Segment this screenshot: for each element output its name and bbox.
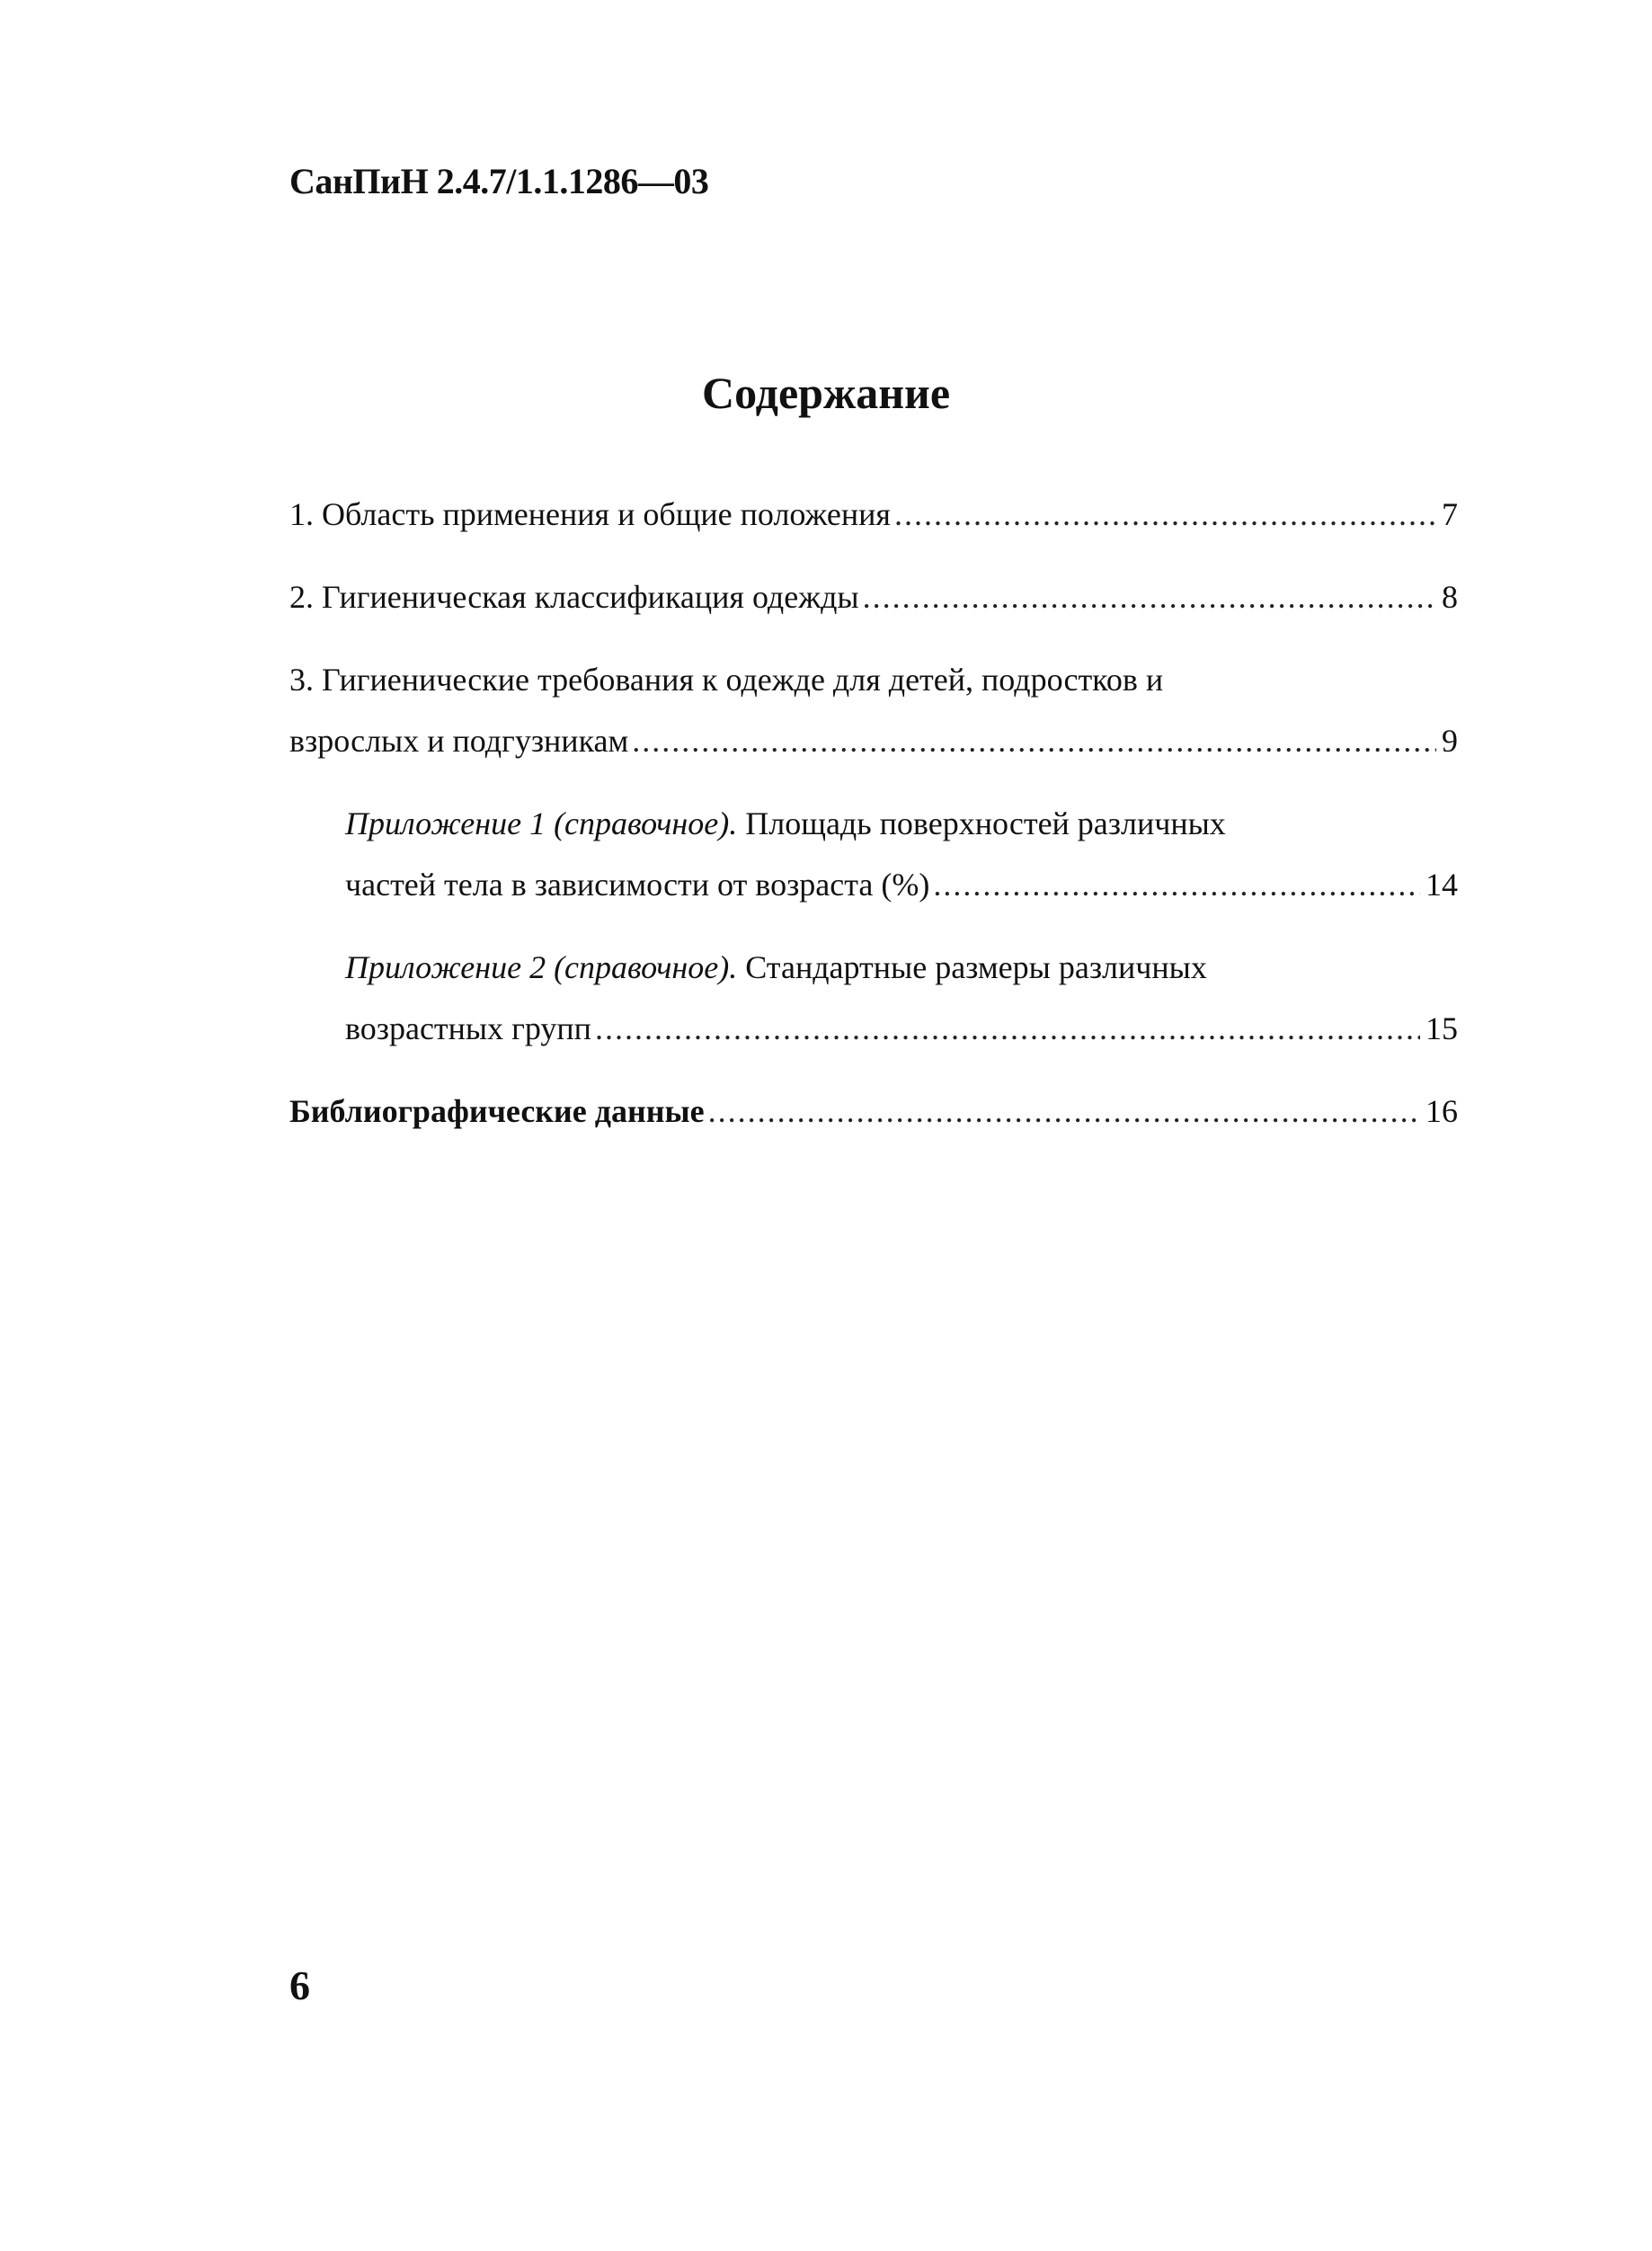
dot-leader bbox=[708, 1090, 1420, 1133]
toc-appendix-1-line-1[interactable] bbox=[345, 802, 1226, 845]
toc-appendix-2-line-1[interactable] bbox=[345, 946, 1207, 989]
appendix-label: Приложение 1 (справочное). bbox=[345, 805, 738, 841]
toc-page-number: 15 bbox=[1426, 1010, 1458, 1046]
toc-entry-1[interactable] bbox=[289, 493, 1458, 536]
toc-title: Содержание bbox=[701, 368, 951, 418]
page-number: 6 bbox=[289, 1962, 310, 2008]
toc-page-number: 14 bbox=[1426, 867, 1458, 903]
toc-entry-3[interactable] bbox=[289, 719, 1458, 762]
document-code: СанПиН 2.4.7/1.1.1286—03 bbox=[289, 161, 709, 201]
toc-page-number: 9 bbox=[1442, 723, 1458, 759]
toc-appendix-1[interactable] bbox=[345, 863, 1458, 906]
toc-entry-text: 2. Гигиеническая классификация одежды bbox=[289, 579, 859, 615]
toc-entry-2[interactable] bbox=[289, 575, 1458, 618]
toc-page-number: 16 bbox=[1426, 1093, 1458, 1129]
toc-entry-text: 1. Область применения и общие положения bbox=[289, 496, 891, 532]
dot-leader bbox=[933, 863, 1420, 906]
dot-leader bbox=[632, 719, 1436, 762]
toc-entry-bibliography[interactable] bbox=[289, 1090, 1458, 1133]
appendix-label: Приложение 2 (справочное). bbox=[345, 949, 738, 985]
dot-leader bbox=[894, 493, 1436, 536]
toc-entry-text: возрастных групп bbox=[345, 1010, 591, 1046]
dot-leader bbox=[863, 575, 1436, 618]
toc-page-number: 8 bbox=[1442, 579, 1458, 615]
dot-leader bbox=[595, 1007, 1420, 1050]
toc-page-number: 7 bbox=[1442, 496, 1458, 532]
appendix-title-part: Площадь поверхностей различных bbox=[737, 805, 1226, 841]
toc-entry-text: взрослых и подгузникам bbox=[289, 723, 629, 759]
toc-entry-text: частей тела в зависимости от возраста (%) bbox=[345, 867, 930, 903]
toc-entry-3-line-1[interactable]: 3. Гигиенические требования к одежде для детей, подростков и bbox=[289, 662, 1164, 698]
toc-appendix-2[interactable] bbox=[345, 1007, 1458, 1050]
appendix-title-part: Стандартные размеры различных bbox=[737, 949, 1207, 985]
toc-entry-text: Библиографические данные bbox=[289, 1093, 705, 1129]
